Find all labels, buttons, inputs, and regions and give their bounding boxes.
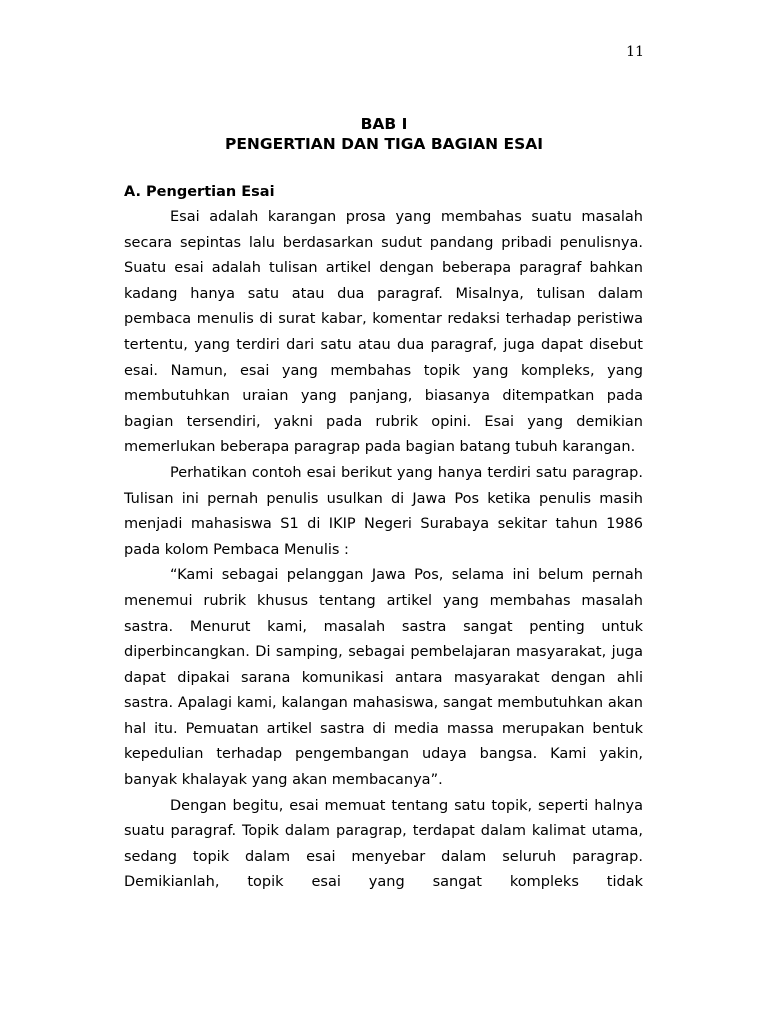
page-number: 11: [626, 44, 644, 60]
section-heading: A. Pengertian Esai: [124, 184, 275, 200]
chapter-label: BAB I: [360, 115, 408, 133]
paragraph-example-intro: Perhatikan contoh esai berikut yang hanya terdiri satu paragrap. Tulisan ini pernah penulis usulkan di Jawa Pos ketika penulis masih menjadi mahasiswa S1 di IKIP Negeri Surabaya sekitar tahun 1986 pada kolom Pembaca Menulis :: [124, 464, 643, 558]
chapter-title: PENGERTIAN DAN TIGA BAGIAN ESAI: [224, 135, 544, 153]
body-text: [124, 205, 643, 896]
paragraph-topic: Dengan begitu, esai memuat tentang satu topik, seperti halnya suatu paragraf. Topik dalam paragrap, terdapat dalam kalimat utama, sedang topik dalam esai menyebar dalam seluruh paragrap. Demikianlah, topik esai yang sangat kompleks tidak: [124, 797, 643, 891]
paragraph-definition: Esai adalah karangan prosa yang membahas suatu masalah secara sepintas lalu berdasarkan sudut pandang pribadi penulisnya. Suatu esai adalah tulisan artikel dengan beberapa paragraf bahkan kadang hanya satu atau dua paragraf. Misalnya, tulisan dalam pembaca menulis di surat kabar, komentar redaksi terhadap peristiwa tertentu, yang terdiri dari satu atau dua paragraf, juga dapat disebut esai. Namun, esai yang membahas topik yang kompleks, yang membutuhkan uraian yang panjang, biasanya ditempatkan pada bagian tersendiri, yakni pada rubrik opini. Esai yang demikian memerlukan beberapa paragrap pada bagian batang tubuh karangan.: [124, 209, 643, 456]
chapter-heading: [0, 114, 768, 154]
paragraph-example-quote: “Kami sebagai pelanggan Jawa Pos, selama ini belum pernah menemui rubrik khusus tentang artikel yang membahas masalah sastra. Menurut kami, masalah sastra sangat penting untuk diperbincangkan. Di samping, sebagai pembelajaran masyarakat, juga dapat dipakai sarana komunikasi antara masyarakat dengan ahli sastra. Apalagi kami, kalangan mahasiswa, sangat membutuhkan akan hal itu. Pemuatan artikel sastra di media massa merupakan bentuk kepedulian terhadap pengembangan udaya bangsa. Kami yakin, banyak khalayak yang akan membacanya”.: [124, 567, 643, 789]
